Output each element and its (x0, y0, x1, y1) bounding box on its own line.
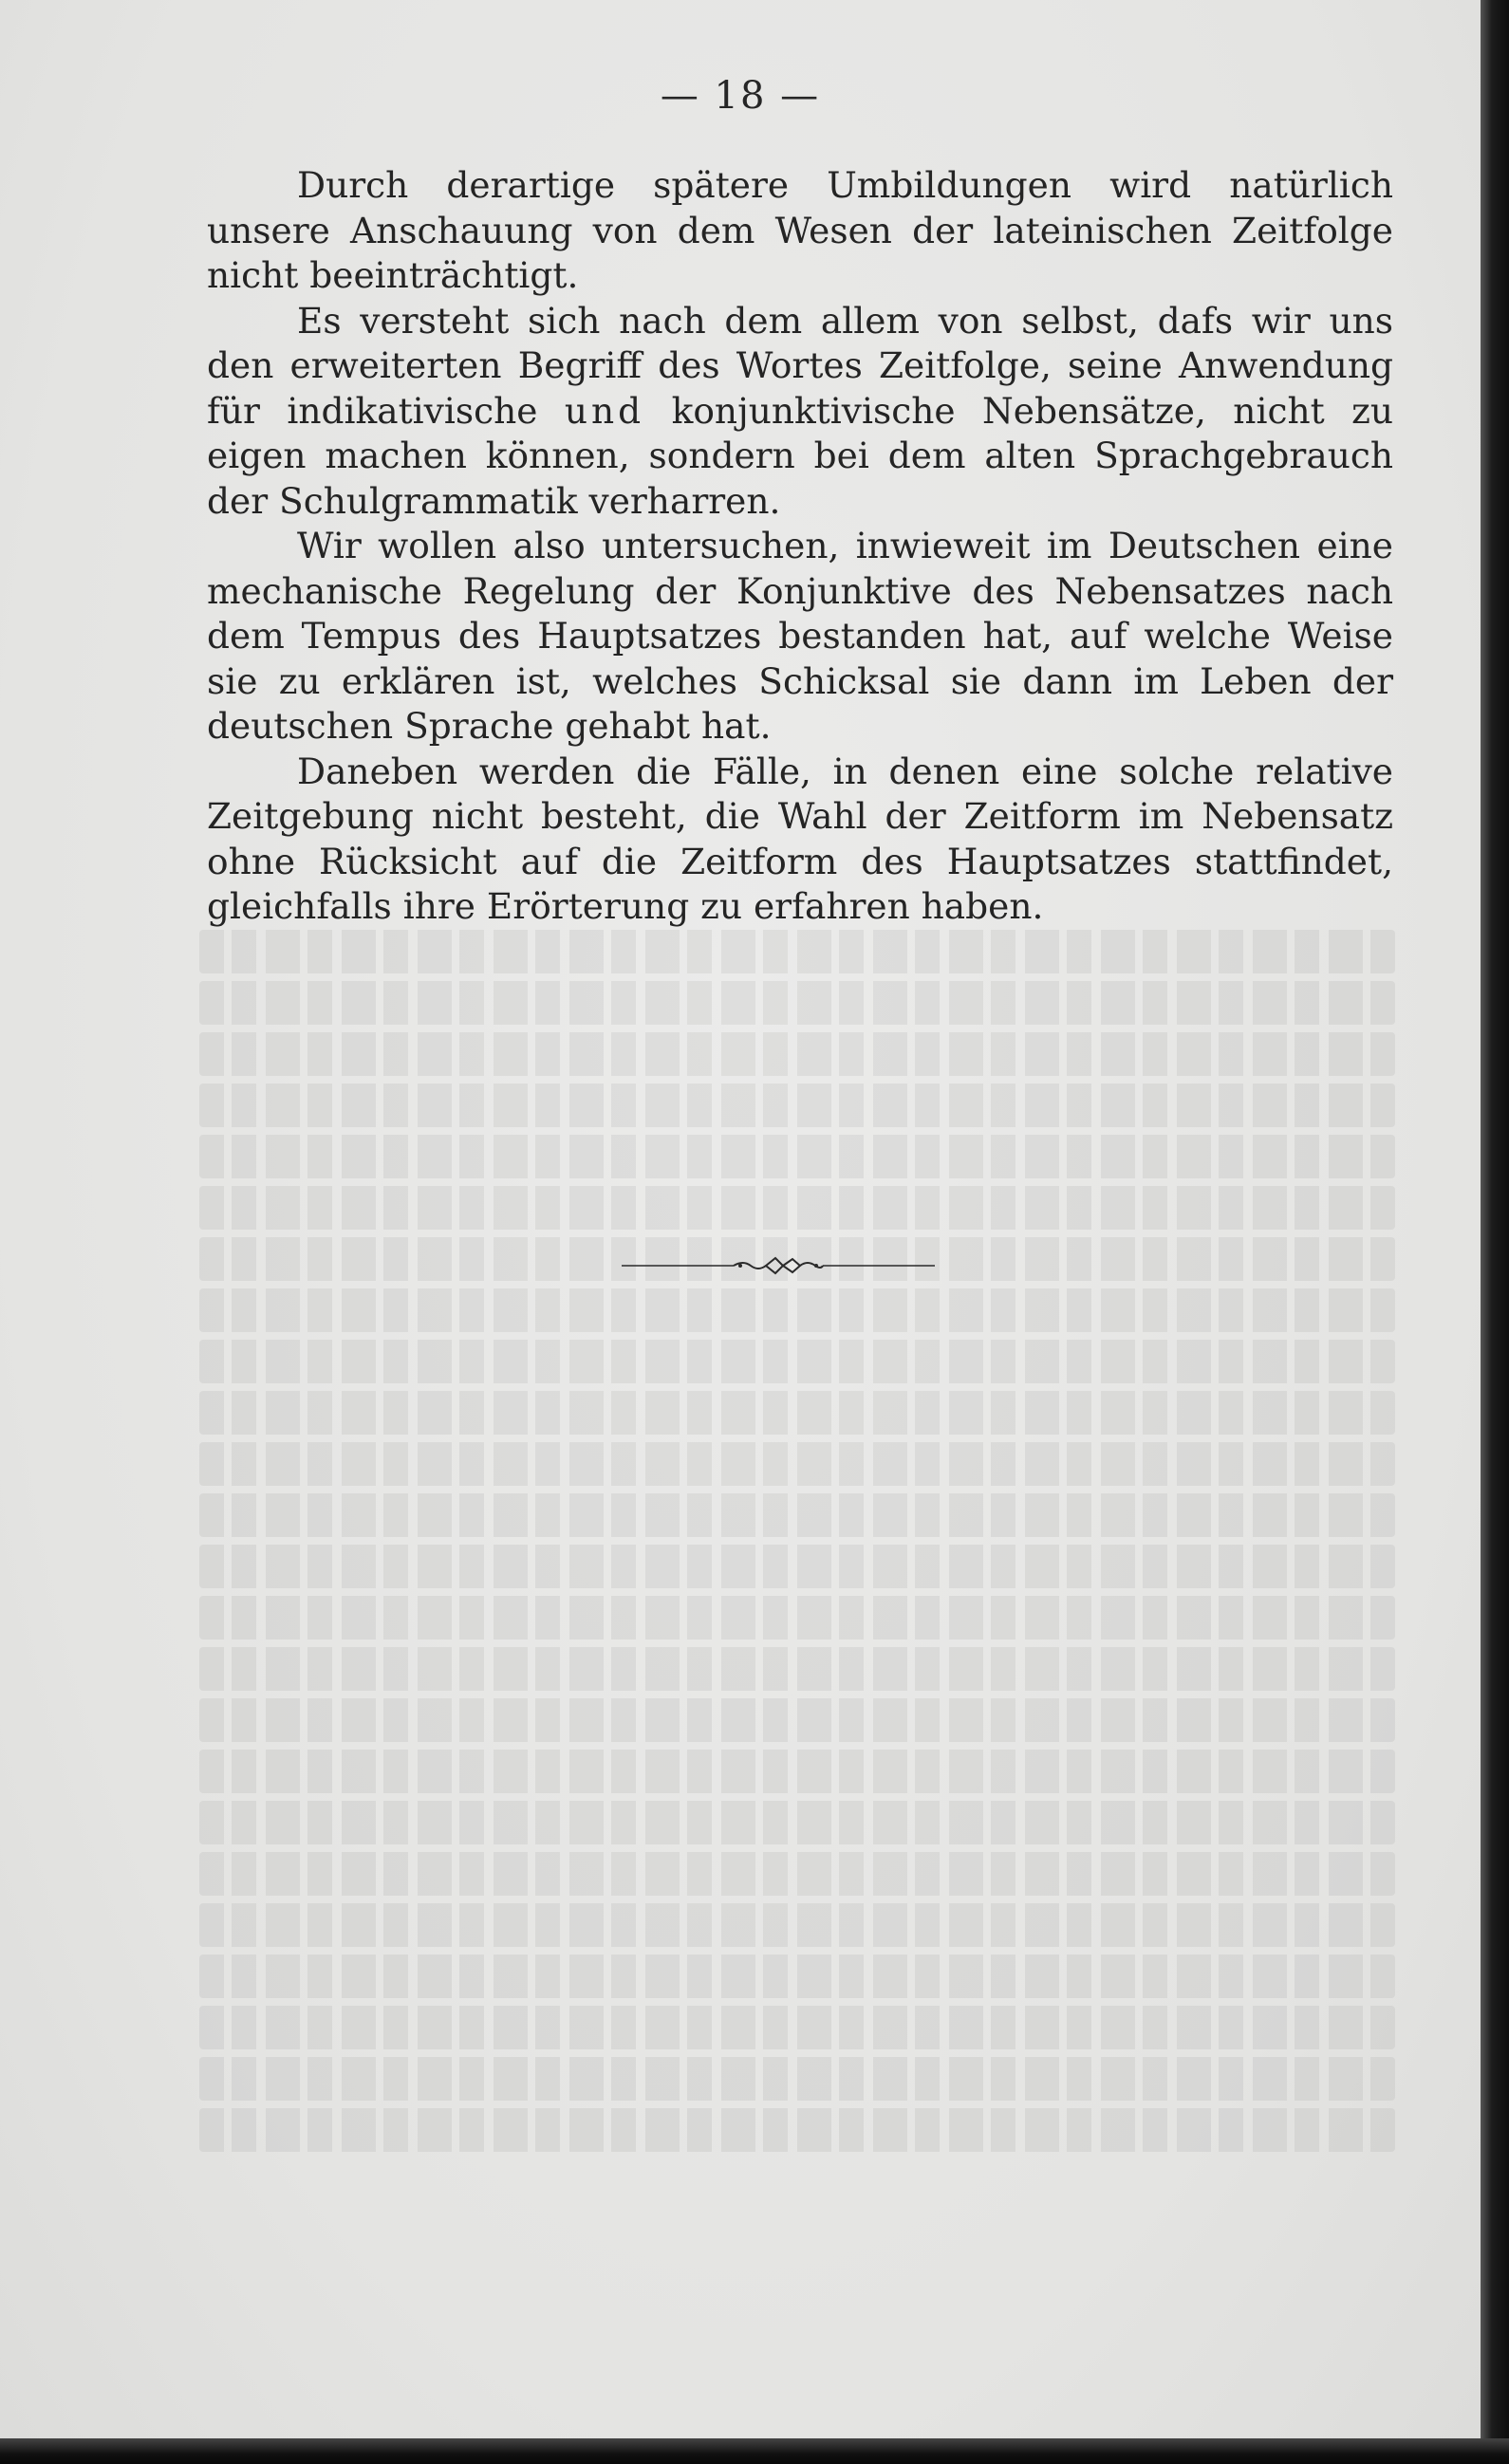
page-number: — 18 — (660, 74, 821, 118)
section-end-ornament-icon (622, 1254, 935, 1277)
paragraph-2 (207, 299, 1393, 525)
body-text (207, 163, 1393, 930)
paragraph-2-part-2: konjunktivische Nebensätze, nicht zu eigen machen können, sondern bei dem alten Sprachgebrauch der Schulgrammatik verharren. (207, 389, 1393, 522)
paragraph-3: Wir wollen also untersuchen, inwieweit im Deutschen eine mechanische Regelung der Konjunktive des Nebensatzes nach dem Tempus des Hauptsatzes bestanden hat, auf welche Weise sie zu erklären ist, welches Schicksal sie dann im Leben der deutschen Sprache gehabt hat. (207, 525, 1393, 747)
paragraph-2-spaced-word: und (564, 389, 645, 432)
paragraph-1: Durch derartige spätere Umbildungen wird natürlich unsere Anschauung von dem Wesen der lateinischen Zeitfolge nicht beeinträchtigt. (207, 164, 1393, 296)
paragraph-4: Daneben werden die Fälle, in denen eine solche relative Zeitgebung nicht besteht, die Wahl der Zeitform im Nebensatz ohne Rücksicht auf die Zeitform des Hauptsatzes stattfindet, gleichfalls ihre Erörterung zu erfahren haben. (207, 750, 1393, 927)
page-edge-bottom (0, 2438, 1509, 2464)
show-through-texture (199, 930, 1395, 2296)
paragraph-2-part-1: Es versteht sich nach dem allem von selbst, dafs wir uns den erweiterten Begriff des Wortes Zeitfolge, seine Anwendung für indikativische (207, 299, 1393, 432)
page-edge-right (1481, 0, 1509, 2464)
